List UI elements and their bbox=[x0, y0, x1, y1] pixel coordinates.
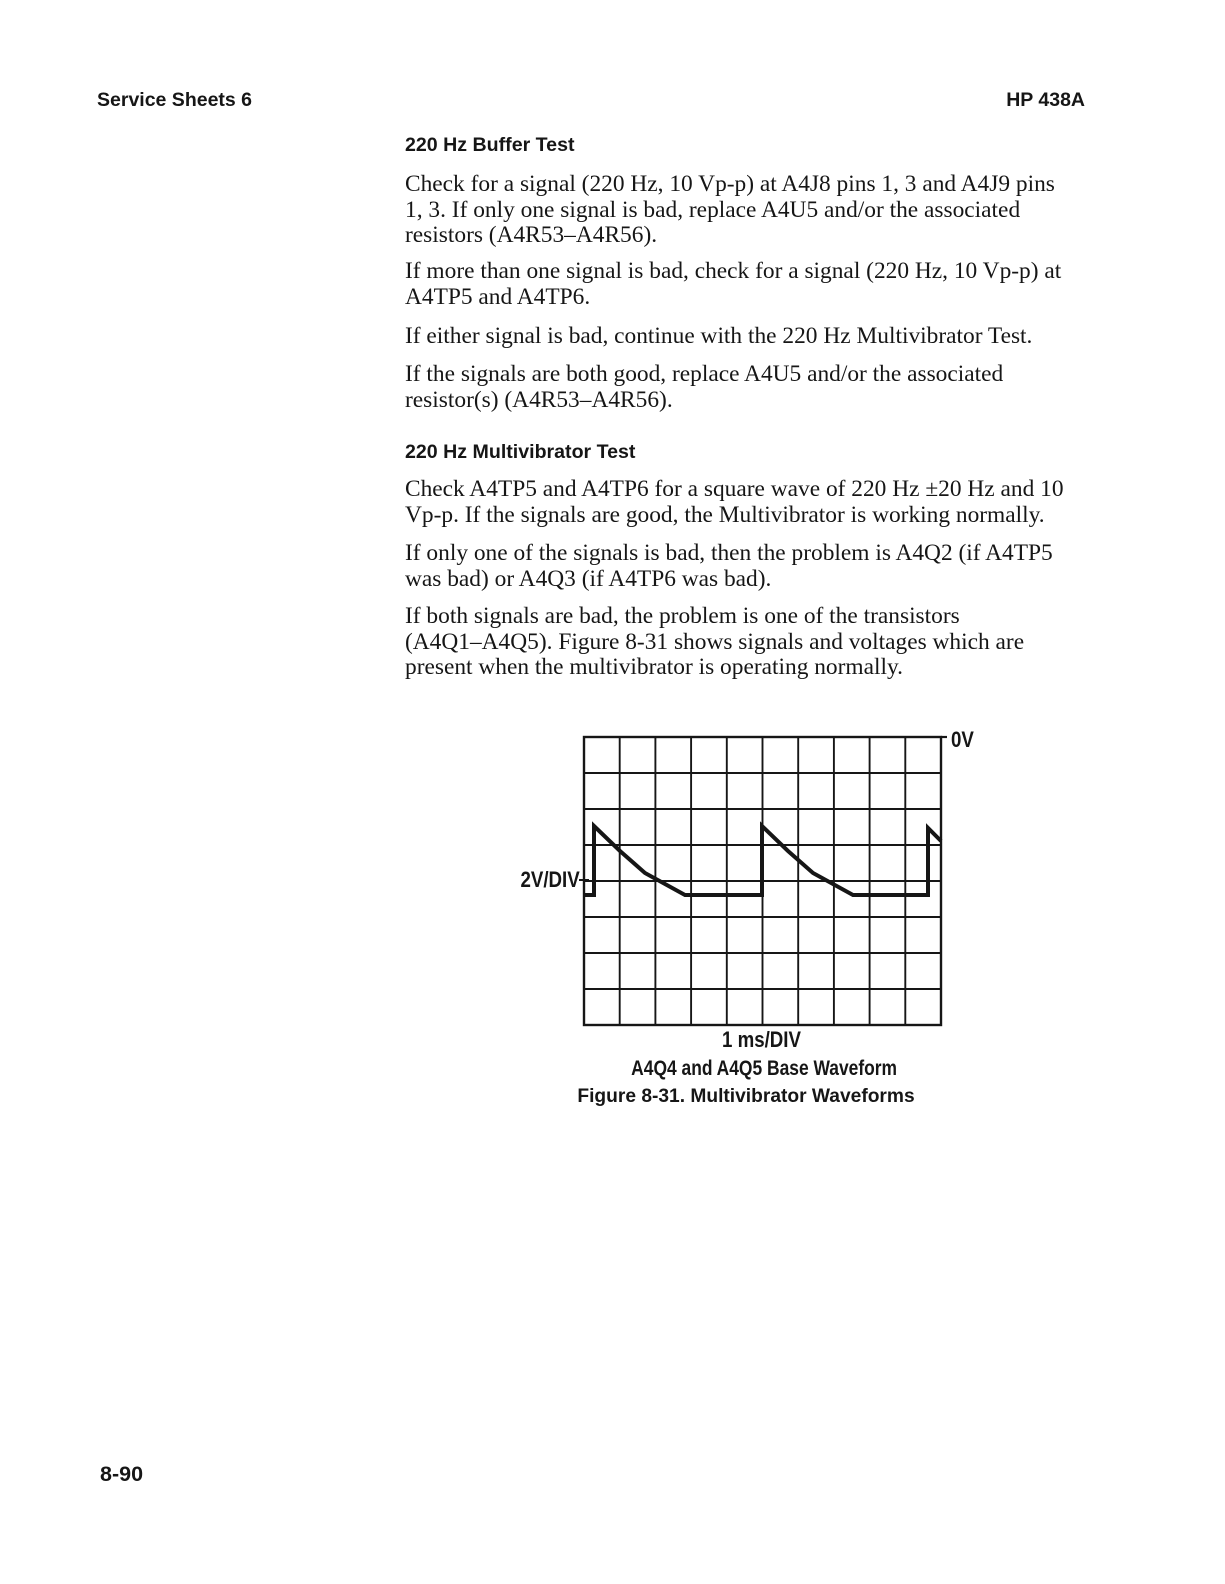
body-line: A4TP5 and A4TP6. bbox=[405, 283, 591, 310]
paragraph bbox=[405, 172, 1055, 249]
body-line: Vp-p. If the signals are good, the Multivibrator is working normally. bbox=[405, 501, 1045, 528]
instrument-model: HP 438A bbox=[1006, 89, 1085, 111]
body-line: resistor(s) (A4R53–A4R56). bbox=[405, 386, 673, 413]
section-heading: 220 Hz Multivibrator Test bbox=[405, 441, 636, 463]
paragraph bbox=[405, 362, 1003, 413]
figure-caption: Figure 8-31. Multivibrator Waveforms bbox=[577, 1086, 915, 1107]
oscilloscope-graticule bbox=[570, 725, 960, 1035]
body-line: present when the multivibrator is operating normally. bbox=[405, 654, 904, 681]
body-line: Check for a signal (220 Hz, 10 Vp-p) at A4J8 pins 1, 3 and A4J9 pins bbox=[405, 171, 1055, 197]
paragraph bbox=[405, 541, 1053, 592]
page-number: 8-90 bbox=[100, 1462, 144, 1486]
vertical-scale-text: 2V/DIV bbox=[520, 867, 580, 892]
body-line: (A4Q1–A4Q5). Figure 8-31 shows signals and voltages which are bbox=[405, 628, 1025, 655]
paragraph bbox=[405, 259, 1061, 310]
paragraph bbox=[405, 604, 1024, 681]
horizontal-scale-text: 1 ms/DIV bbox=[721, 1027, 801, 1052]
section-title: Service Sheets 6 bbox=[97, 89, 253, 111]
section-heading: 220 Hz Buffer Test bbox=[405, 134, 575, 156]
zero-volt-label bbox=[951, 728, 978, 752]
horizontal-scale-label bbox=[661, 1028, 861, 1052]
zero-volt-label-text: 0V bbox=[951, 727, 974, 752]
waveform-trace bbox=[584, 826, 941, 895]
waveform-title-text: A4Q4 and A4Q5 Base Waveform bbox=[631, 1056, 897, 1080]
body-line: 1, 3. If only one signal is bad, replace A4U5 and/or the associated bbox=[405, 196, 1021, 223]
body-line: If only one of the signals is bad, then the problem is A4Q2 (if A4TP5 bbox=[405, 540, 1053, 566]
body-line: resistors (A4R53–A4R56). bbox=[405, 222, 658, 249]
body-line: If the signals are both good, replace A4U5 and/or the associated bbox=[405, 361, 1004, 387]
body-line: If either signal is bad, continue with the 220 Hz Multivibrator Test. bbox=[405, 323, 1033, 349]
body-line: If more than one signal is bad, check for a signal (220 Hz, 10 Vp-p) at bbox=[405, 258, 1062, 284]
paragraph bbox=[405, 324, 1032, 350]
waveform-title bbox=[564, 1056, 964, 1080]
body-line: If both signals are bad, the problem is one of the transistors bbox=[405, 603, 960, 629]
paragraph bbox=[405, 477, 1064, 528]
body-line: was bad) or A4Q3 (if A4TP6 was bad). bbox=[405, 565, 772, 592]
vertical-scale-label bbox=[510, 868, 580, 892]
body-line: Check A4TP5 and A4TP6 for a square wave of 220 Hz ±20 Hz and 10 bbox=[405, 476, 1064, 502]
